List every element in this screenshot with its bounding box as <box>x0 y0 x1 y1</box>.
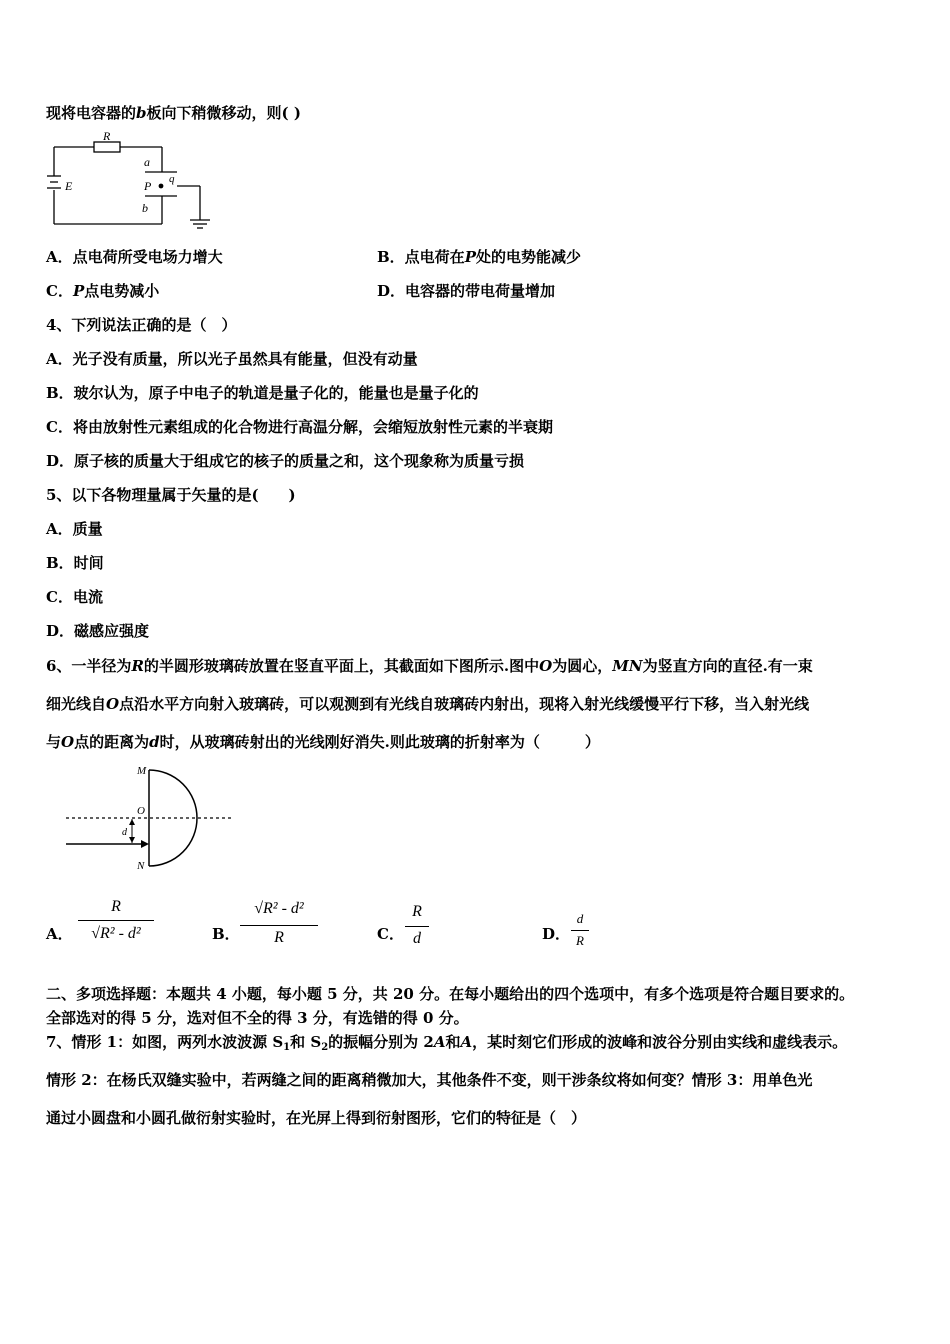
section2-heading-line-2: 全部选对的得 5 分，选对但不全的得 3 分，有选错的得 0 分。 <box>46 1009 469 1027</box>
q4-option-d: D．原子核的质量大于组成它的核子的质量之和，这个现象称为质量亏损 <box>46 452 525 470</box>
q6-option-a-numerator: R <box>111 898 121 915</box>
label-a: a <box>144 155 150 169</box>
q6-line-3: 与O点的距离为d时，从玻璃砖射出的光线刚好消失.则此玻璃的折射率为（ ） <box>46 733 600 751</box>
q5-option-b: B．时间 <box>46 554 104 572</box>
semicircle-glass-diagram <box>62 762 242 874</box>
q6-option-a-label: A． <box>46 925 73 943</box>
q6-option-c-fraction-bar <box>405 926 429 927</box>
q5-option-c: C．电流 <box>46 588 103 606</box>
q5-option-a: A．质量 <box>46 520 103 538</box>
q3-stem: 现将电容器的b板向下稍微移动，则( ) <box>46 104 301 122</box>
q3-option-b: B．点电荷在P处的电势能减少 <box>377 248 581 266</box>
label-P: P <box>144 179 152 193</box>
q5-option-d: D．磁感应强度 <box>46 622 150 640</box>
q6-option-a-fraction-bar <box>78 920 154 921</box>
label-N: N <box>137 860 145 872</box>
q4-option-a: A．光子没有质量，所以光子虽然具有能量，但没有动量 <box>46 350 418 368</box>
q6-option-d-fraction-bar <box>571 930 589 931</box>
q6-option-b-label: B． <box>212 925 240 943</box>
capacitor-circuit-diagram <box>40 128 220 233</box>
label-b: b <box>142 201 148 215</box>
label-E: E <box>65 179 73 193</box>
q6-line-2: 细光线自O点沿水平方向射入玻璃砖，可以观测到有光线自玻璃砖内射出，现将入射光线缓慢平行下移，当入射光线 <box>46 695 810 713</box>
section2-heading-line-1: 二、多项选择题：本题共 4 小题，每小题 5 分，共 20 分。在每小题给出的四个选项中，有多个选项是符合题目要求的。 <box>46 985 855 1003</box>
q5-stem: 5、以下各物理量属于矢量的是( ) <box>46 486 296 504</box>
q3-option-c: C．P点电势减小 <box>46 282 160 300</box>
label-M: M <box>137 765 147 777</box>
q3-option-d: D．电容器的带电荷量增加 <box>377 282 556 300</box>
q4-option-c: C．将由放射性元素组成的化合物进行高温分解，会缩短放射性元素的半衰期 <box>46 418 553 436</box>
q6-option-c-label: C． <box>377 925 404 943</box>
q4-stem: 4、下列说法正确的是（ ） <box>46 316 237 334</box>
q6-option-b-numerator: √R² - d² <box>254 900 304 917</box>
q6-option-d-denominator: R <box>576 933 584 948</box>
q6-option-d-numerator: d <box>576 911 584 926</box>
q7-line-3: 通过小圆盘和小圆孔做衍射实验时，在光屏上得到衍射图形，它们的特征是（ ） <box>46 1109 587 1127</box>
q4-option-b: B．玻尔认为，原子中电子的轨道是量子化的，能量也是量子化的 <box>46 384 479 402</box>
q6-option-c-denominator: d <box>413 930 421 947</box>
label-d: d <box>122 827 127 838</box>
q6-option-c-numerator: R <box>412 903 422 920</box>
label-q: q <box>169 173 175 185</box>
q3-option-a: A．点电荷所受电场力增大 <box>46 248 223 266</box>
label-R: R <box>103 129 111 143</box>
q6-option-b-fraction-bar <box>240 925 318 926</box>
q6-option-d-label: D． <box>542 925 571 943</box>
q6-line-1: 6、一半径为R的半圆形玻璃砖放置在竖直平面上，其截面如下图所示.图中O为圆心，MN为竖直方向的直径.有一束 <box>46 657 813 675</box>
q6-option-a-denominator: √R² - d² <box>91 925 141 942</box>
q7-line-2: 情形 2：在杨氏双缝实验中，若两缝之间的距离稍微加大，其他条件不变，则干涉条纹将如何变？情形 3：用单色光 <box>46 1071 813 1089</box>
q6-option-b-denominator: R <box>274 929 284 946</box>
label-O: O <box>137 805 145 817</box>
q7-line-1: 7、情形 1：如图，两列水波波源 $S_1$和 $S_2$的振幅分别为 2A和A，某时刻它们形成的波峰和波谷分别由实线和虚线表示。 <box>46 1033 848 1053</box>
